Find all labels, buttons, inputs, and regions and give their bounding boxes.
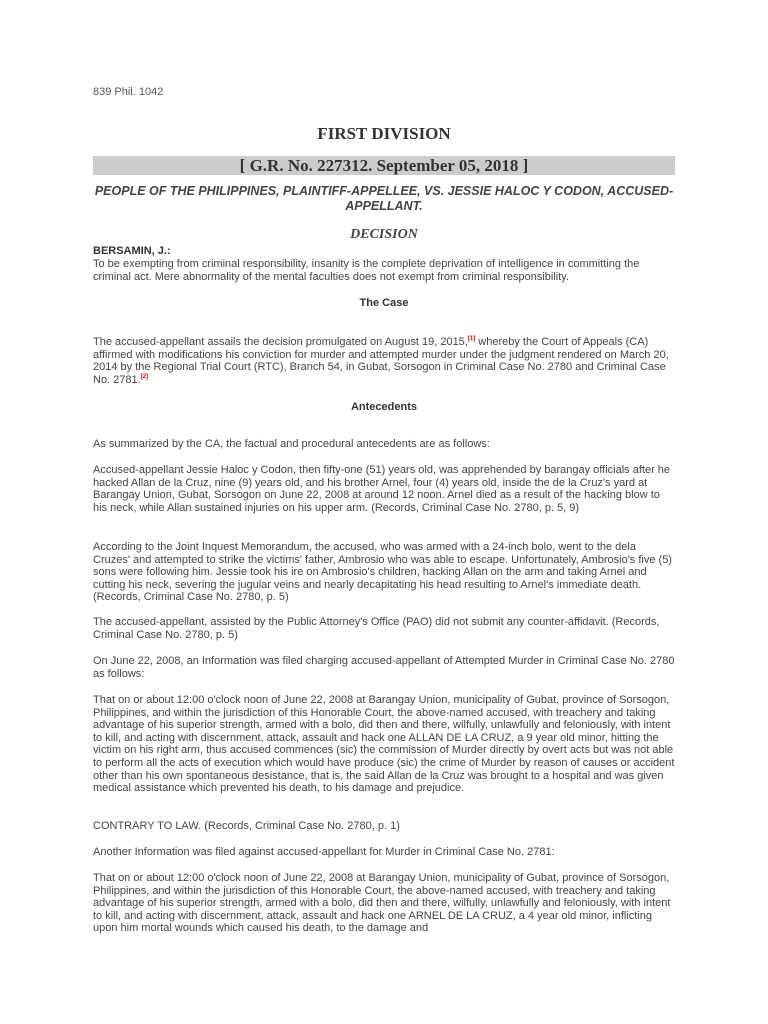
division-heading: FIRST DIVISION	[317, 124, 451, 143]
case-number-bar: [ G.R. No. 227312. September 05, 2018 ]	[93, 156, 675, 175]
paragraph-1: As summarized by the CA, the factual and procedural antecedents are as follows:	[93, 438, 490, 450]
paragraph-3: According to the Joint Inquest Memorandum, the accused, who was armed with a 24-inch bolo, went to the dela Cruzes' and attempted to strike the victims' father, Ambrosio who was able to escape. Unfortunately, Ambrosio's five (5) sons were following him. Jessie took his ire on Ambrosio's children, hacking Allan on the arm and taking Arnel and cutting his neck, severing the jugular veins and nearly decapitating his head resulting to Arnel's immediate death. (Records, Criminal Case No. 2780, p. 5)	[93, 541, 672, 604]
case-paragraph-text-b: whereby the Court of Appeals (CA) affirmed with modifications his conviction for murder and attempted murder under the judgment rendered on March 20, 2014 by the Regional Trial Court (RTC), Branch 54, in Gubat, Sorsogon in Criminal Case No. 2780 and Criminal Case No. 2781.	[93, 336, 669, 386]
footnote-link-1[interactable]: [1]	[467, 336, 476, 342]
intro-paragraph: To be exempting from criminal responsibility, insanity is the complete deprivation of intelligence in committing the criminal act. Mere abnormality of the mental faculties does not exempt from criminal responsibility.	[93, 258, 640, 283]
paragraph-9: That on or about 12:00 o'clock noon of June 22, 2008 at Barangay Union, municipality of Gubat, province of Sorsogon, Philippines, and within the jurisdiction of this Honorable Court, the above-named accused, with treachery and taking advantage of his superior strength, armed with a bolo, did then and there, wilfully, unlawfully and feloniously, with intent to kill, and acting with discernment, attack, assault and hack one ARNEL DE LA CRUZ, a 4 year old minor, inflicting upon him mortal wounds which caused his death, to the damage and	[93, 872, 671, 935]
paragraph-6: That on or about 12:00 o'clock noon of June 22, 2008 at Barangay Union, municipality of Gubat, province of Sorsogon, Philippines, and within the jurisdiction of this Honorable Court, the above-named accused, with treachery and taking advantage of his superior strength, armed with a bolo, did then and there, wilfully, unlawfully and feloniously, with intent to kill, and acting with discernment, attack, assault and hack one ALLAN DE LA CRUZ, a 9 year old minor, hitting the victim on his right arm, thus accused commences (sic) the commission of Murder directly by overt acts but was not able to perform all the acts of execution which would have produce (sic) the crime of Murder by reason of causes or accident other than his own spontaneous desistance, that is, the said Allan de la Cruz was brought to a hospital and was given medical assistance which prevented his death, to his damage and prejudice.	[93, 694, 675, 795]
case-parties: PEOPLE OF THE PHILIPPINES, PLAINTIFF-APPELLEE, VS. JESSIE HALOC Y CODON, ACCUSED-APPELLANT.	[94, 184, 674, 213]
paragraph-8: Another Information was filed against accused-appellant for Murder in Criminal Case No. 2781:	[93, 846, 555, 858]
section-heading-antecedents: Antecedents	[350, 401, 418, 413]
paragraph-2: Accused-appellant Jessie Haloc y Codon, then fifty-one (51) years old, was apprehended by barangay officials after he hacked Allan de la Cruz, nine (9) years old, and his brother Arnel, four (4) years old, inside the de la Cruz's yard at Barangay Union, Gubat, Sorsogon on June 22, 2008 at around 12 noon. Arnel died as a result of the hacking blow to his neck, while Allan sustained injuries on his upper arm. (Records, Criminal Case No. 2780, p. 5, 9)	[93, 464, 671, 514]
ponente: BERSAMIN, J.:	[93, 245, 171, 257]
footnote-link-2[interactable]: [2]	[140, 373, 149, 380]
section-heading-case: The Case	[359, 297, 409, 309]
citation: 839 Phil. 1042	[93, 86, 164, 98]
case-paragraph	[93, 336, 675, 386]
paragraph-4: The accused-appellant, assisted by the Public Attorney's Office (PAO) did not submit any counter-affidavit. (Records, Criminal Case No. 2780, p. 5)	[93, 616, 660, 641]
decision-heading: DECISION	[350, 227, 418, 242]
case-paragraph-text-a: The accused-appellant assails the decision promulgated on August 19, 2015,	[93, 336, 468, 348]
paragraph-5: On June 22, 2008, an Information was filed charging accused-appellant of Attempted Murder in Criminal Case No. 2780 as follows:	[93, 655, 675, 680]
paragraph-7: CONTRARY TO LAW. (Records, Criminal Case No. 2780, p. 1)	[93, 820, 400, 832]
